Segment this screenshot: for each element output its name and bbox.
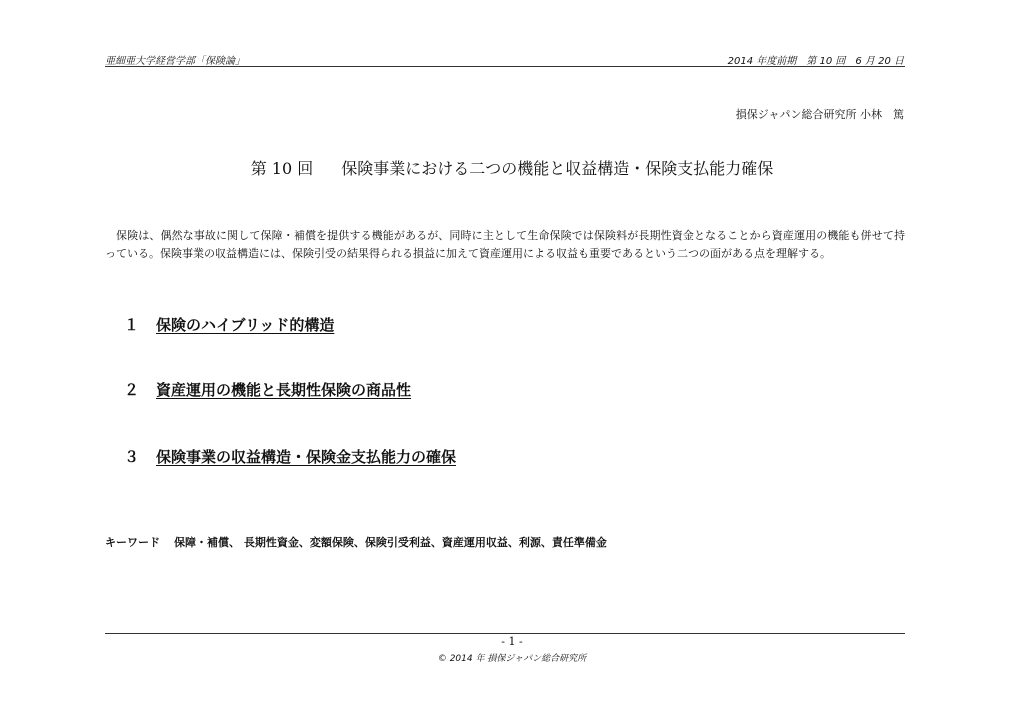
header-rule: [105, 66, 905, 67]
title-text: 保険事業における二つの機能と収益構造・保険支払能力確保: [341, 159, 774, 178]
section-heading-2: [124, 379, 411, 400]
footer-rule: [105, 633, 905, 634]
lecture-number: 第 10 回: [250, 159, 314, 178]
section-title: 保険事業の収益構造・保険金支払能力の確保: [156, 448, 457, 466]
copyright: © 2014 年 損保ジャパン総合研究所: [437, 654, 587, 664]
section-heading-1: [124, 314, 334, 335]
keywords-text: 保障・補償、 長期性資金、変額保険、保険引受利益、資産運用収益、利源、責任準備金: [174, 536, 607, 549]
section-title: 保険のハイブリッド的構造: [156, 316, 335, 334]
section-number: ３: [124, 448, 140, 466]
section-number: ２: [124, 381, 140, 399]
abstract-paragraph: 保険は、偶然な事故に関して保障・補償を提供する機能があるが、同時に主として生命保険では保険料が長期性資金となることから資産運用の機能も併せて持っている。保険事業の収益構造には、保険引受の結果得られる損益に加えて資産運用による収益も重要であるという二つの面がある点を理解する。: [105, 229, 905, 260]
page-title: [0, 156, 1024, 179]
header-date: 2014 年度前期 第 10 回 6 月 20 日: [727, 56, 904, 67]
page-number: - 1 -: [501, 635, 523, 648]
section-title: 資産運用の機能と長期性保険の商品性: [156, 381, 412, 399]
header-course: 亜細亜大学経営学部「保険論」: [105, 56, 245, 67]
keywords-label: キーワード: [105, 536, 160, 549]
section-number: １: [124, 316, 140, 334]
section-heading-3: [124, 446, 456, 467]
keywords: [105, 534, 607, 550]
author: 損保ジャパン総合研究所 小林 篤: [735, 108, 904, 121]
